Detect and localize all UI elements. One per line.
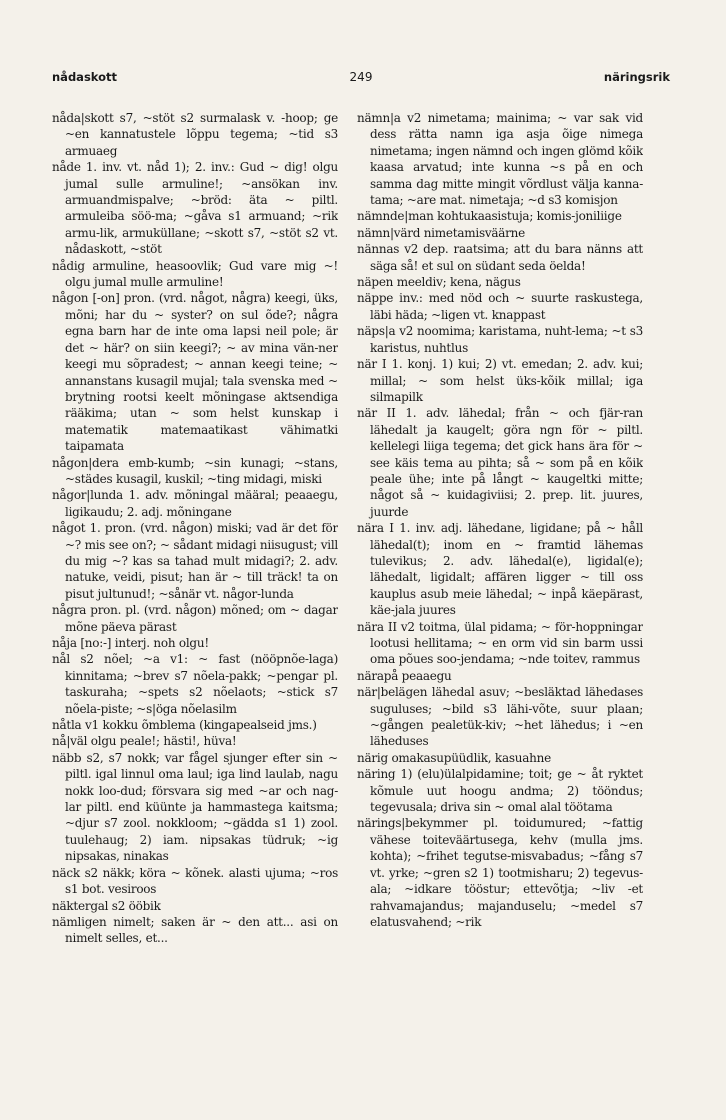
dictionary-entry: något 1. pron. (vrd. någon) miski; vad är det för ~? mis see on?; ~ sådant midagi niisugust; vill du mig ~? kas sa tahad mult midagi?; 2. adv. natuke, veidi, pisut; han är ~ till träck! ta on pisut jultunud!; ~sånär vt. någor-lunda — [52, 521, 338, 601]
dictionary-entry: någon|dera emb-kumb; ~sin kunagi; ~stans, ~städes kusagil, kuskil; ~ting midagi, miski — [52, 455, 338, 486]
dictionary-entry: nådig armuline, heasoovlik; Gud vare mig ~! olgu jumal mulle armuline! — [52, 258, 338, 290]
dictionary-entry: när|belägen lähedal asuv; ~besläktad lähedases suguluses; ~bild s3 lähi-võte, suur plaan; ~gången pealetük-kiv; ~het lähedus; i ~en läheduses — [357, 685, 643, 749]
dictionary-entry: näbb s2, s7 nokk; var fågel sjunger efter sin ~ piltl. igal linnul oma laul; iga lind laulab, nagu nokk loo-dud; försvara sig med ~ar och nag-lar piltl. end küünte ja hammastega kaitsma; ~djur s7 zool. nokkloom; ~gädda s1 1) zool. tuulehaug; 2) iam. nipsakas tüdruk; ~ig nipsakas, ninakas — [52, 750, 338, 864]
dictionary-entry: nåja [no:-] interj. noh olgu! — [52, 636, 209, 650]
dictionary-entry: nåtla v1 kokku õmblema (kingapealseid jms.) — [52, 718, 317, 733]
left-column — [52, 110, 338, 1100]
dictionary-entry: näpen meeldiv; kena, nägus — [357, 275, 521, 290]
dictionary-entry: några pron. pl. (vrd. någon) mõned; om ~ dagar mõne päeva pärast — [52, 603, 338, 634]
dictionary-entry: närig omakasupüüdlik, kasuahne — [357, 750, 551, 765]
dictionary-entry: nål s2 nõel; ~a v1: ~ fast (nööpnõe-laga) kinnitama; ~brev s7 nõela-pakk; ~pengar pl. taskuraha; ~spets s2 nõelaots; ~stick s7 nõela-piste; ~s|öga nõelasilm — [52, 652, 338, 716]
dictionary-entry: näck s2 näkk; köra ~ kõnek. alasti ujuma; ~ros s1 bot. vesiroos — [52, 865, 338, 897]
dictionary-entry: nåda|skott s7, ~stöt s2 surmalask v. -hoop; ge ~en kannatustele lõppu tegema; ~tid s3 armuaeg — [52, 111, 338, 158]
page-header — [52, 70, 670, 90]
dictionary-entry: nämn|a v2 nimetama; mainima; ~ var sak vid dess rätta namn iga asja õige nimega nimetama; ingen nämnd och ingen glömd kõik kaasa arvatud; inte kunna ~s på en och samma dag mitte mingit võrdlust välja kanna-tama; ~are mat. nimetaja; ~d s3 komisjon — [357, 111, 643, 208]
dictionary-entry: näring 1) (elu)ülalpidamine; toit; ge ~ åt ryktet kõmule uut hoogu andma; 2) tööndus; tegevusala; driva sin ~ omal alal töötama — [357, 767, 643, 815]
dictionary-entry: nännas v2 dep. raatsima; att du bara nänns att säga så! et sul on südant seda öelda! — [357, 242, 643, 273]
dictionary-entry: nära II v2 toitma, ülal pidama; ~ för-hoppningar lootusi hellitama; ~ en orm vid sin barm ussi oma põues soo-jendama; ~nde toitev, rammus — [357, 619, 643, 667]
dictionary-entry: närings|bekymmer pl. toidumured; ~fattig vähese toiteväärtusega, kehv (mulla jms. kohta); ~frihet tegutse-misvabadus; ~fång s7 vt. yrke; ~gren s2 1) tootmisharu; 2) tegevus-ala; ~idkare tööstur; ettevõtja; ~liv -et rahvamajandus; majanduselu; ~medel s7 elatusvahend; ~rik — [357, 816, 643, 929]
dictionary-entry: någor|lunda 1. adv. mõningal määral; peaaegu, ligikaudu; 2. adj. mõningane — [52, 488, 338, 519]
dictionary-entry: nämnde|man kohtukaasistuja; komis-joniliige — [357, 209, 622, 224]
page-number: 249 — [349, 70, 373, 84]
dictionary-entry: nämligen nimelt; saken är ~ den att... asi on nimelt selles, et... — [52, 914, 338, 946]
right-column — [357, 110, 643, 1100]
dictionary-entry: nå|väl olgu peale!; hästi!, hüva! — [52, 734, 237, 749]
dictionary-entry: nåde 1. inv. vt. nåd 1); 2. inv.: Gud ~ dig! olgu jumal sulle armuline!; ~ansökan inv. armuandmispalve; ~bröd: äta ~ piltl. armuleiba söö-ma; ~gåva s1 armuand; ~rik armu-lik, armuküllane; ~skott s7, ~stöt s2 vt. nådaskott, ~stöt — [52, 160, 338, 257]
dictionary-entry: närapå peaaegu — [357, 668, 452, 683]
dictionary-entry: nära I 1. inv. adj. lähedane, ligidane; på ~ håll lähedal(t); inom en ~ framtid lähemas tulevikus; 2. adv. lähedal(e), ligidal(e); lähedalt, ligidalt; affären ligger ~ till oss kauplus asub meie lähedal; ~ inpå käepärast, käe-jala juures — [357, 521, 643, 618]
header-guide-word-right: näringsrik — [603, 70, 670, 84]
dictionary-entry: när I 1. konj. 1) kui; 2) vt. emedan; 2. adv. kui; millal; ~ som helst üks-kõik millal; iga silmapilk — [357, 357, 643, 404]
dictionary-entry: näktergal s2 ööbik — [52, 898, 161, 913]
dictionary-entry: nämn|värd nimetamisväärne — [357, 225, 526, 240]
header-guide-word-left: nådaskott — [52, 70, 118, 84]
dictionary-entry: någon [-on] pron. (vrd. något, några) keegi, üks, mõni; har du ~ syster? on sul õde?; några egna barn har de inte oma lapsi neil pole; är det ~ här? on siin keegi?; ~ av mina vän-ner keegi mu sõpradest; ~ annan keegi teine; ~ annanstans kusagil mujal; tala svenska med ~ brytning rootsi keelt mõningase aktsendiga rääkima; utan ~ som helst kunskap i matematik matemaatikast vähimatki taipamata — [52, 291, 338, 454]
dictionary-entry: näps|a v2 noomima; karistama, nuht-lema; ~t s3 karistus, nuhtlus — [357, 324, 643, 355]
dictionary-entry: näppe inv.: med nöd och ~ suurte raskustega, läbi häda; ~ligen vt. knappast — [357, 291, 643, 322]
dictionary-entry: när II 1. adv. lähedal; från ~ och fjär-ran lähedalt ja kaugelt; göra ngn för ~ piltl. kellelegi liiga tegema; det gick hans ära för ~ see käis tema au pihta; så ~ som på en kõik peale ühe; inte på långt ~ kaugeltki mitte; något så ~ kuidagiviisi; 2. prep. lit. juures, juurde — [357, 406, 643, 519]
